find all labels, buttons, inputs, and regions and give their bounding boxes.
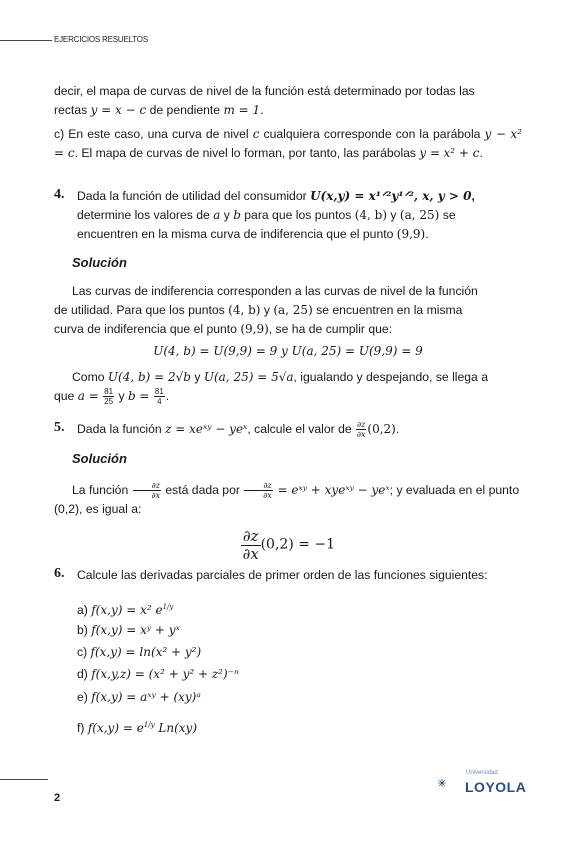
text: . — [479, 146, 483, 160]
paragraph-c — [54, 125, 522, 163]
solution-heading: Solución — [72, 451, 127, 466]
math: b = — [127, 389, 150, 403]
text: , calcule el valor de — [247, 422, 356, 436]
text: y — [220, 208, 234, 222]
math: b — [233, 208, 241, 222]
math: U(4, b) = U(9,9) = 9 y U(a, 25) = U(9,9) = 9 — [153, 344, 423, 358]
item-label: b) — [77, 623, 92, 637]
item-label: a) — [77, 603, 92, 618]
text: para que los puntos — [240, 208, 355, 222]
numerator: 81 — [104, 387, 114, 397]
text: decir, el mapa de curvas de nivel de la función está determinado por todas las — [54, 84, 475, 98]
item-label: c) — [77, 645, 91, 659]
math: U(4, b) = 2√b — [107, 370, 191, 384]
fraction — [154, 387, 165, 406]
text-line — [54, 282, 522, 301]
footer-rule — [0, 779, 48, 780]
numerator: ∂z — [242, 527, 259, 545]
text: de pendiente — [146, 103, 224, 117]
page-number: 2 — [54, 792, 61, 804]
numerator: 81 — [154, 387, 164, 397]
text: y — [115, 389, 128, 403]
math: x² + c — [443, 146, 480, 160]
text-line — [77, 206, 522, 225]
text: curva de indiferencia que el punto — [54, 322, 241, 336]
math-superscript: 1/y — [143, 721, 155, 729]
denominator: ∂x — [263, 491, 272, 501]
text: y — [190, 370, 204, 384]
fraction — [241, 528, 261, 563]
math: (9,9) — [240, 322, 269, 336]
text: Dada la función — [77, 422, 166, 436]
denominator: 4 — [157, 397, 162, 407]
solution-5-paragraph — [54, 481, 522, 519]
math: (9,9) — [396, 227, 426, 241]
math: a — [213, 208, 221, 222]
fraction — [103, 387, 114, 406]
logo-subtitle: Universidad — [466, 770, 498, 776]
running-title: EJERCICIOS RESUELTOS — [54, 35, 148, 44]
denominator: ∂x — [242, 545, 259, 563]
paragraph-intro — [54, 82, 522, 120]
list-item — [77, 598, 173, 619]
exercise-number: 5. — [54, 420, 65, 435]
numerator: ∂z — [133, 481, 161, 491]
equation-result — [54, 528, 522, 563]
text: rectas — [54, 103, 91, 117]
math: f(x,y) = e — [87, 721, 144, 736]
item-label: e) — [77, 690, 92, 704]
text: encuentren en la misma curva de indiferencia que el punto — [77, 227, 397, 241]
text: , igualando y despejando, se llega a — [293, 370, 488, 384]
text: , — [471, 189, 475, 203]
text: de utilidad. Para que los puntos — [54, 303, 229, 317]
math: a = — [77, 389, 99, 403]
math: z = xeˣʸ − yeˣ — [165, 422, 248, 436]
text: cualquiera corresponde con la parábola — [259, 127, 481, 141]
text: ; y evaluada en el punto — [389, 483, 520, 497]
text-line — [77, 187, 522, 206]
math: (4, b) — [354, 208, 388, 222]
math: f(x,y) = xʸ + yˣ — [91, 623, 180, 637]
solution-4-paragraph — [54, 282, 522, 339]
text: se — [439, 208, 456, 222]
item-label: d) — [77, 667, 92, 681]
math: f(x,y) = aˣʸ + (xy)ᵃ — [91, 690, 201, 704]
exercise-4-text — [77, 187, 522, 244]
list-item — [77, 643, 201, 661]
text: . — [165, 389, 170, 403]
math: Ln(xy) — [154, 721, 197, 736]
exercise-6-text: Calcule las derivadas parciales de primer orden de las funciones siguientes: — [77, 568, 488, 582]
list-item — [77, 716, 197, 737]
math: f(x,y) = ln(x² + y²) — [90, 645, 202, 659]
text: Las curvas de indiferencia corresponden a las curvas de nivel de la función — [72, 284, 478, 298]
list-item — [77, 621, 180, 639]
math: y = x − c — [90, 103, 147, 117]
math: U(a, 25) = 5√a — [203, 370, 294, 384]
fraction — [133, 481, 161, 500]
text: c) En este caso, una curva de nivel — [54, 127, 253, 141]
text-line — [54, 481, 522, 500]
math: (a, 25) — [399, 208, 440, 222]
text: (0,2), es igual a: — [54, 502, 142, 517]
denominator: ∂x — [151, 491, 161, 501]
text: . El mapa de curvas de nivel lo forman, por tanto, las parábolas — [74, 146, 420, 160]
text: . — [425, 227, 429, 241]
numerator: ∂z — [357, 420, 366, 430]
text: se encuentren en la misma — [312, 303, 463, 317]
math: U(x,y) = x¹ᐟ²y¹ᐟ², x, y > 0 — [310, 189, 472, 203]
text: . — [260, 103, 264, 117]
text: Dada la función de utilidad del consumidor — [77, 189, 311, 203]
solution-4-result — [54, 368, 522, 406]
math: y − x² = c — [54, 127, 522, 160]
text: La función — [72, 483, 132, 497]
math: f(x,y,z) = (x² + y² + z²)⁻ⁿ — [91, 667, 239, 681]
denominator: ∂x — [356, 430, 366, 440]
text-line — [54, 368, 522, 387]
text: que — [54, 389, 78, 403]
text: Como — [72, 370, 108, 384]
math-superscript: 1/y — [162, 603, 174, 611]
header-rule — [0, 40, 52, 41]
logo-wordmark: LOYOLA — [465, 779, 527, 795]
exercise-number: 4. — [54, 187, 65, 202]
text-line — [54, 500, 522, 519]
math: m = 1 — [223, 103, 261, 117]
text-line — [54, 101, 522, 120]
math: = eˣʸ + xyeˣʸ − yeˣ — [273, 483, 390, 497]
math: (0,2) = −1 — [260, 536, 336, 553]
university-logo-icon — [437, 768, 467, 798]
exercise-5-text — [77, 420, 522, 439]
math: (0,2) — [367, 422, 396, 436]
math: (4, b) — [228, 303, 261, 317]
numerator: ∂z — [244, 481, 272, 491]
list-item — [77, 665, 239, 683]
text-line — [54, 387, 522, 406]
text-line — [54, 320, 522, 339]
fraction — [356, 420, 366, 439]
text: y — [260, 303, 274, 317]
list-item — [77, 688, 201, 706]
text-line — [54, 82, 522, 101]
text: y — [387, 208, 400, 222]
solution-heading: Solución — [72, 255, 127, 270]
item-label: f) — [77, 721, 88, 736]
text: determine los valores de — [77, 208, 214, 222]
text: está dada por — [162, 483, 244, 497]
fraction — [244, 481, 272, 500]
text: . — [395, 422, 400, 436]
text-line — [54, 301, 522, 320]
equation-utility — [54, 342, 522, 361]
math: c — [252, 127, 260, 141]
exercise-number: 6. — [54, 566, 65, 581]
math: f(x,y) = x² e — [91, 603, 163, 618]
math: (a, 25) — [273, 303, 313, 317]
text-line — [77, 225, 522, 244]
denominator: 25 — [104, 397, 114, 407]
text: , se ha de cumplir que: — [268, 322, 393, 336]
math: y = — [419, 146, 441, 160]
